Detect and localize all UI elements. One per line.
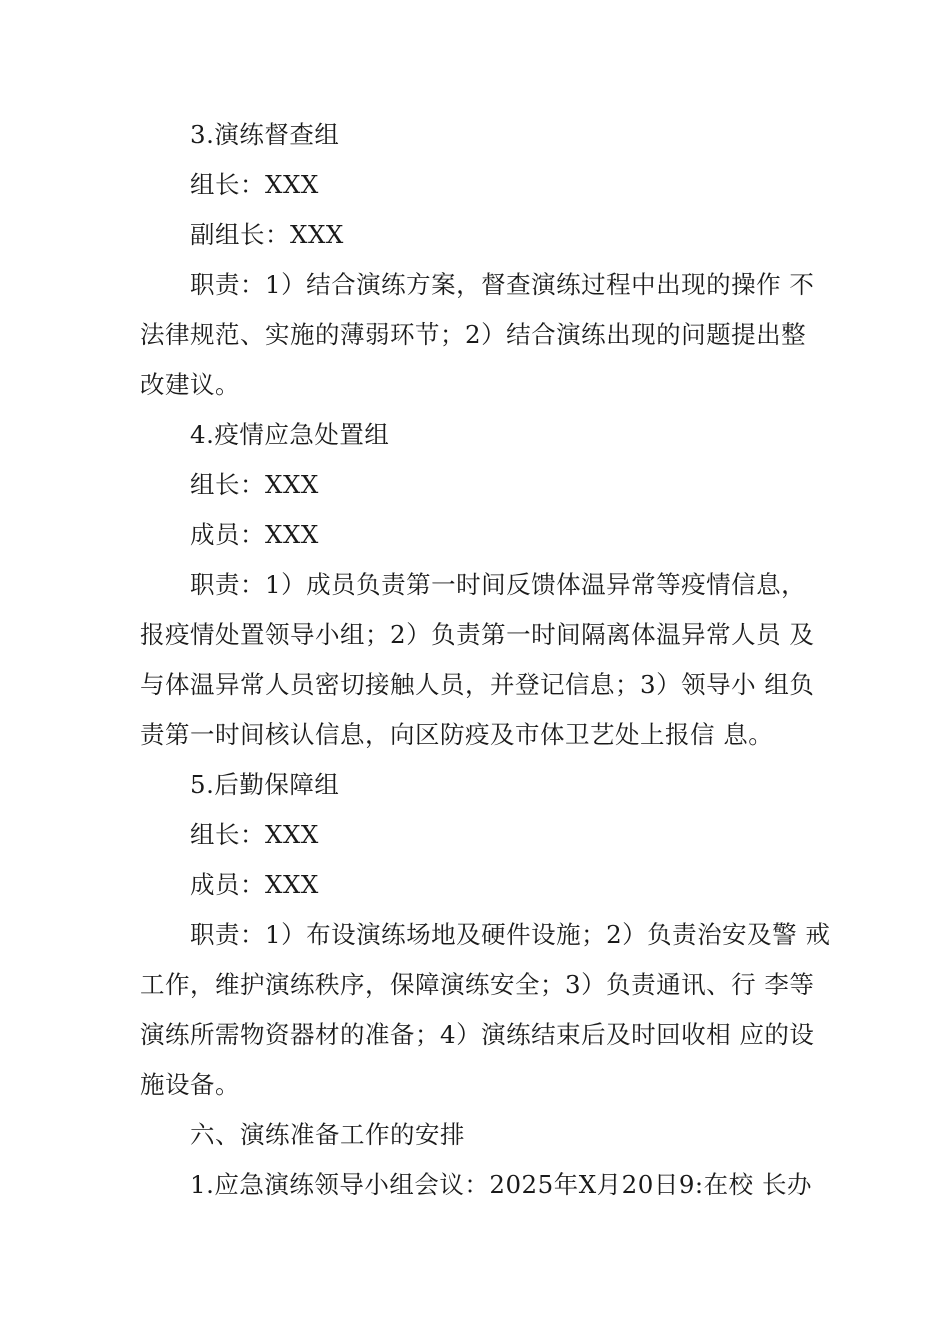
- supervision-leader: 组长：XXX: [190, 170, 319, 199]
- logistics-duties-line-3: 演练所需物资器材的准备；4）演练结束后及时回收相 应的设: [140, 1020, 815, 1049]
- epidemic-duties-line-1: 职责：1）成员负责第一时间反馈体温异常等疫情信息，: [190, 570, 807, 599]
- epidemic-leader: 组长：XXX: [190, 470, 319, 499]
- logistics-members: 成员：XXX: [190, 870, 319, 899]
- section-heading-logistics: 5.后勤保障组: [190, 770, 340, 799]
- logistics-leader: 组长：XXX: [190, 820, 319, 849]
- section-heading-supervision: 3.演练督查组: [190, 120, 340, 149]
- supervision-duties-line-3: 改建议。: [140, 370, 240, 399]
- chapter-heading-preparation: 六、演练准备工作的安排: [190, 1120, 465, 1149]
- section-heading-epidemic: 4.疫情应急处置组: [190, 420, 390, 449]
- epidemic-duties-line-2: 报疫情处置领导小组；2）负责第一时间隔离体温异常人员 及: [140, 620, 815, 649]
- preparation-item-1: 1.应急演练领导小组会议：2025年X月20日9:在校 长办: [190, 1170, 812, 1199]
- logistics-duties-line-2: 工作，维护演练秩序，保障演练安全；3）负责通讯、行 李等: [140, 970, 815, 999]
- supervision-duties-line-1: 职责：1）结合演练方案，督查演练过程中出现的操作 不: [190, 270, 815, 299]
- logistics-duties-line-1: 职责：1）布设演练场地及硬件设施；2）负责治安及警 戒: [190, 920, 831, 949]
- epidemic-members: 成员：XXX: [190, 520, 319, 549]
- supervision-duties-line-2: 法律规范、实施的薄弱环节；2）结合演练出现的问题提出整: [140, 320, 807, 349]
- epidemic-duties-line-3: 与体温异常人员密切接触人员，并登记信息；3）领导小 组负: [140, 670, 815, 699]
- epidemic-duties-line-4: 责第一时间核认信息，向区防疫及市体卫艺处上报信 息。: [140, 720, 774, 749]
- logistics-duties-line-4: 施设备。: [140, 1070, 240, 1099]
- document-page: [140, 110, 831, 1210]
- supervision-deputy-leader: 副组长：XXX: [190, 220, 344, 249]
